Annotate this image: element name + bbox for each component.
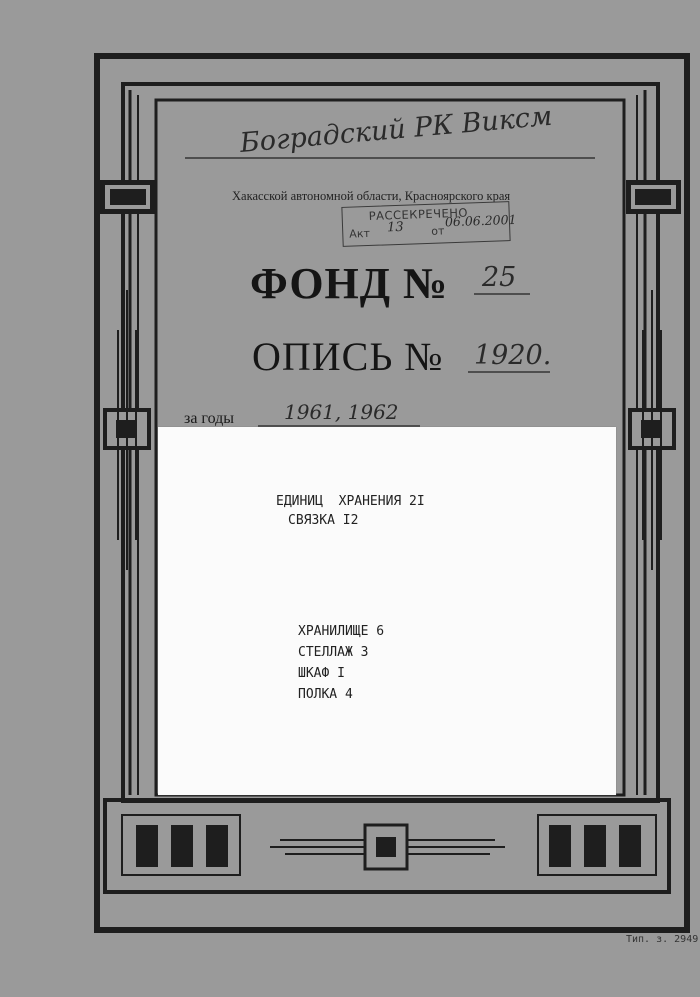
storage-number: ХРАНИЛИЩЕ 6 (298, 624, 385, 639)
stamp-act-number: 13 (386, 219, 404, 236)
rack-number: СТЕЛЛАЖ 3 (298, 645, 369, 660)
declassified-stamp (341, 201, 517, 247)
years-value: 1961, 1962 (284, 400, 399, 424)
stamp-date: 06.06.2001 (444, 211, 517, 230)
print-note: Тип. з. 2949 (626, 934, 699, 945)
opis-number: 1920. (474, 340, 552, 371)
region-line: Хакасской автономной области, Красноярского края (232, 189, 511, 203)
fond-number: 25 (482, 262, 517, 293)
stamp-act-label: Акт (349, 226, 371, 241)
bundle-number: СВЯЗКА I2 (288, 513, 359, 528)
fond-label: ФОНД № (250, 259, 449, 308)
years-label: за годы (184, 410, 235, 427)
district-handwritten: Боградский РК Виксм (238, 100, 554, 159)
storage-label-sheet (158, 427, 616, 795)
opis-label: ОПИСЬ № (252, 334, 444, 379)
cabinet-number: ШКАФ I (298, 666, 345, 681)
shelf-number: ПОЛКА 4 (298, 687, 353, 702)
units-count: ЕДИНИЦ ХРАНЕНИЯ 2I (276, 494, 425, 509)
stamp-from-label: от (431, 224, 445, 238)
stamp-title: РАССЕКРЕЧЕНО (368, 205, 469, 223)
